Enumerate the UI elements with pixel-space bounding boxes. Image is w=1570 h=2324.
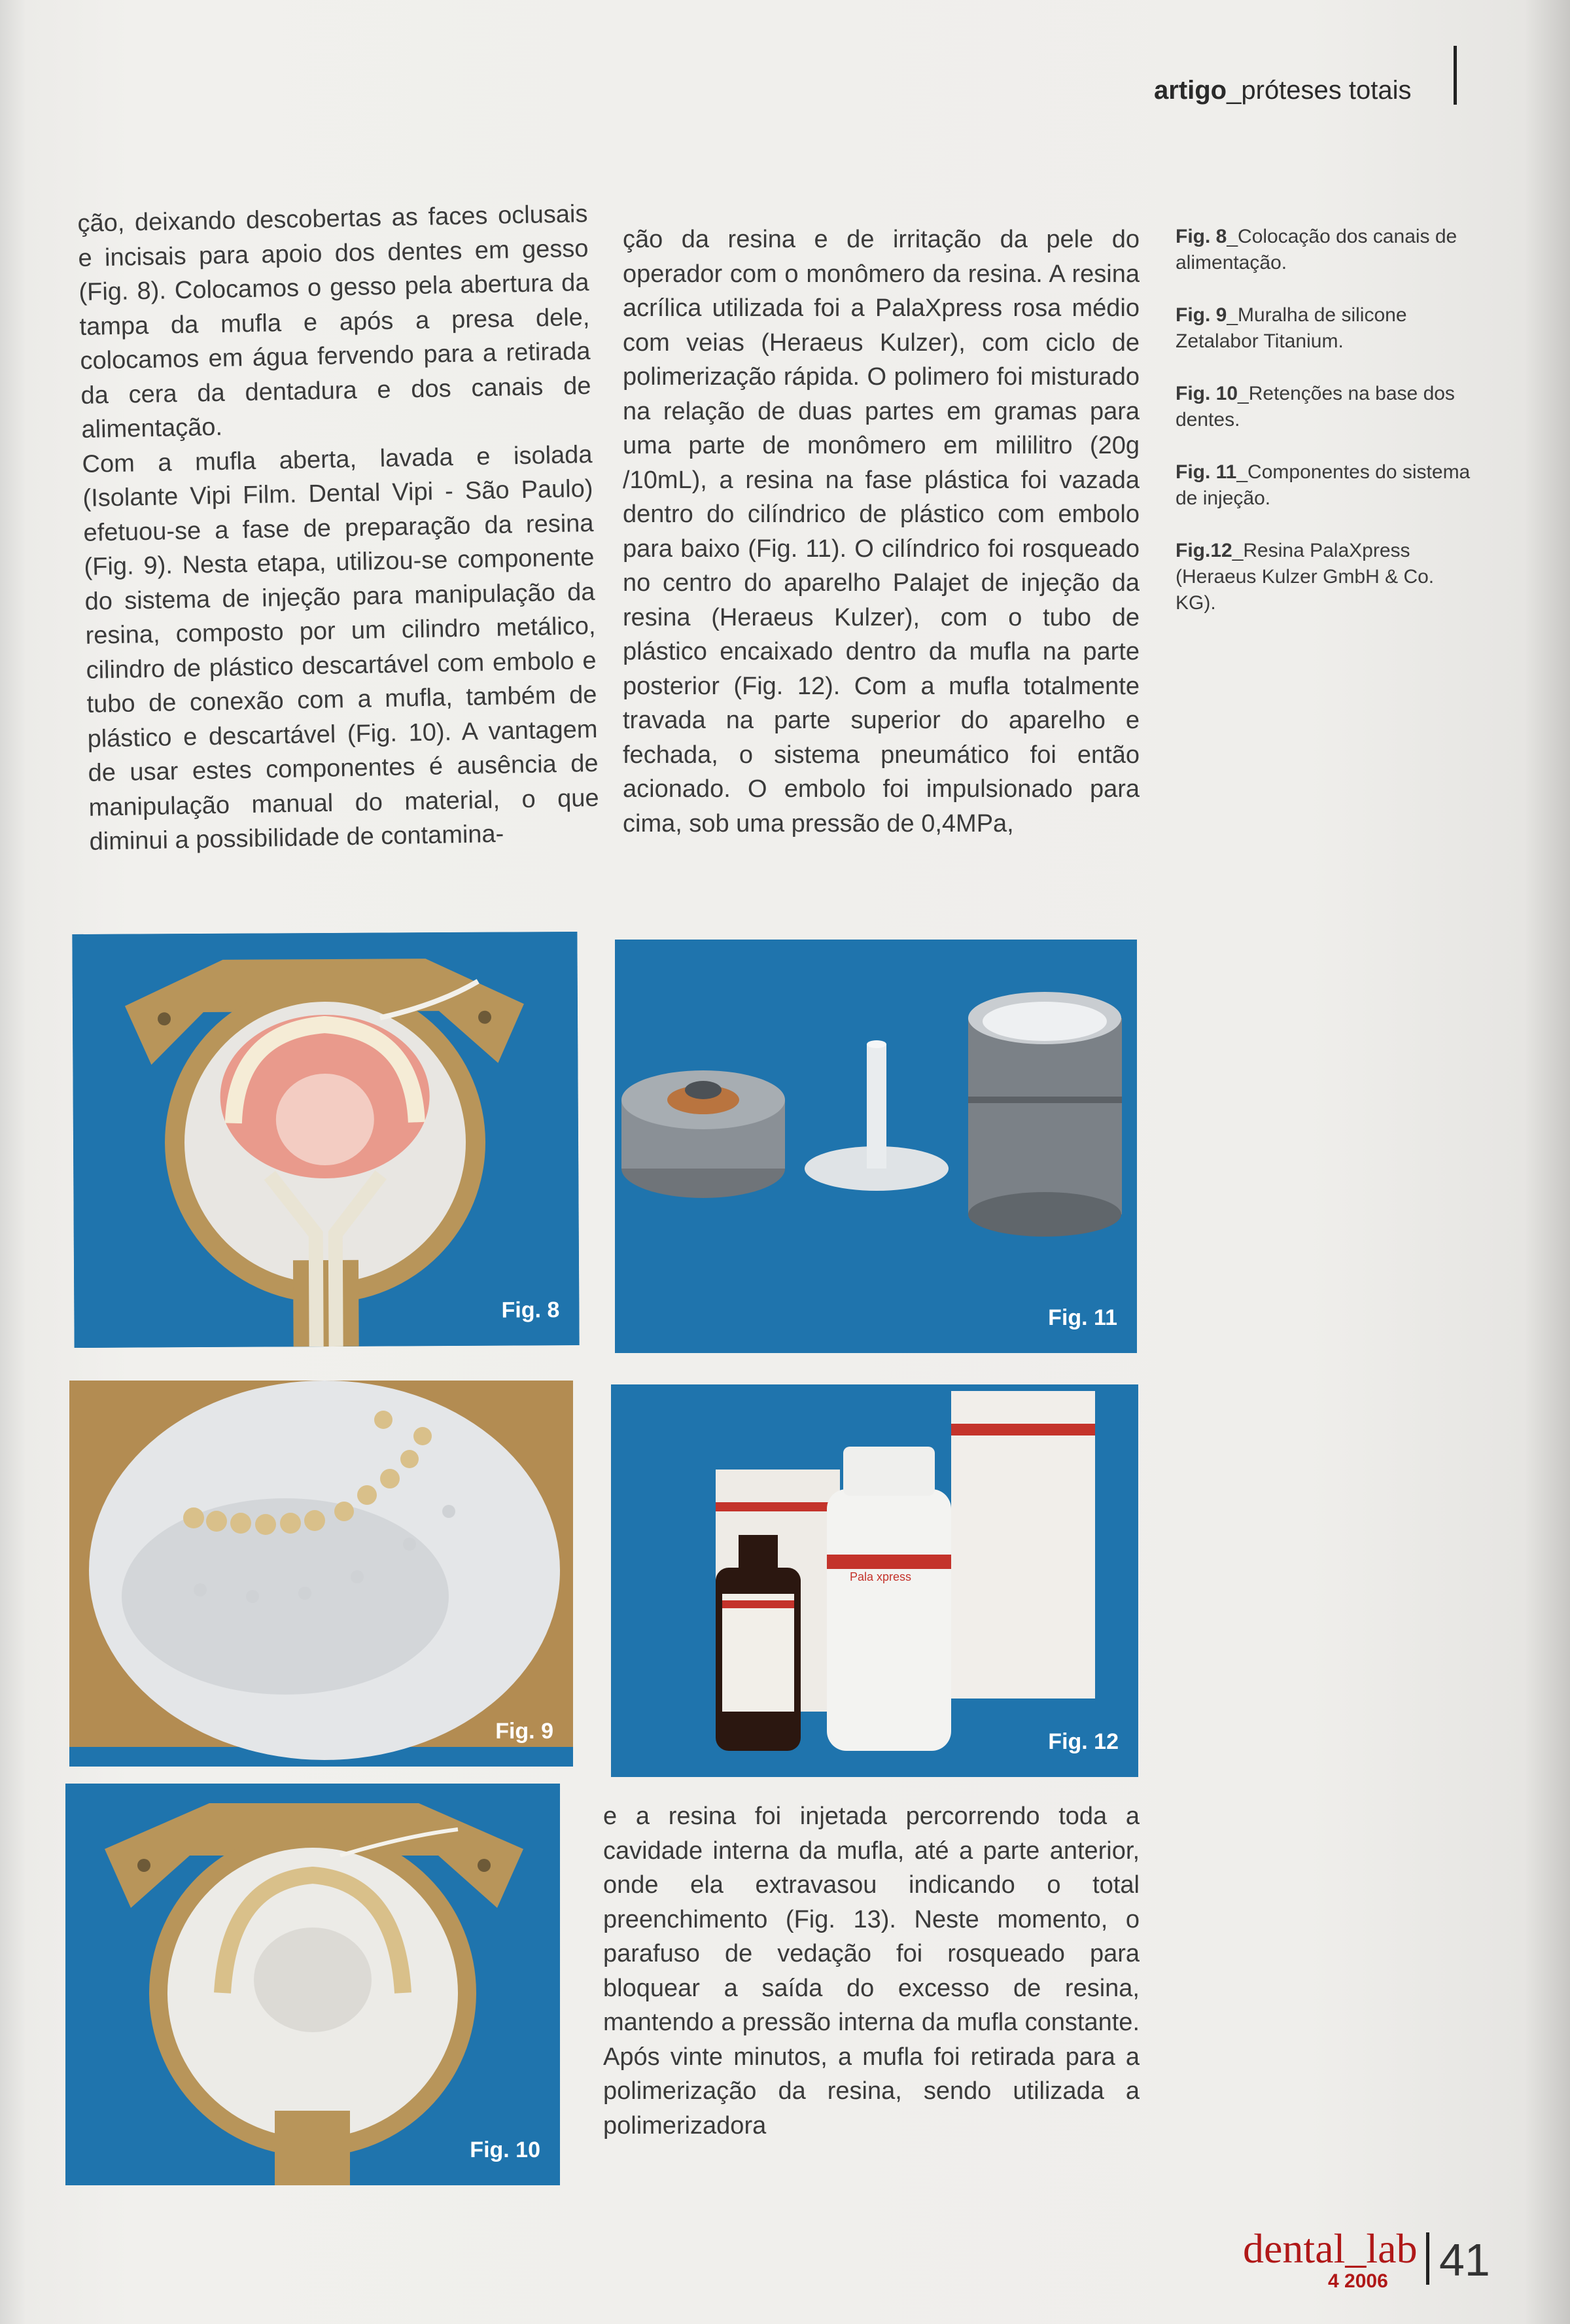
footer-rule (1426, 2232, 1429, 2285)
section-label: artigo (1154, 76, 1227, 105)
figure-11-photo (615, 940, 1137, 1353)
text-column-1 (77, 197, 600, 859)
figure-9-photo (69, 1381, 573, 1767)
caption-text: _Componentes do sistema de injeção. (1176, 461, 1471, 509)
figure-label: Fig. 11 (1048, 1305, 1117, 1330)
caption-text: _Retenções na base dos dentes. (1176, 383, 1455, 431)
caption-fig-8 (1176, 224, 1476, 276)
paragraph: ção, deixando descobertas as faces oclusais e incisais para apoio dos dentes em gesso (Fig. 8). Colocamos o gesso pela abertura da tampa da mufla e após a presa dele, colocamos em água fervendo para a retirada da cera da dentadura e dos canais de alimentação. (77, 200, 591, 444)
caption-text: _Resina PalaXpress (Heraeus Kulzer GmbH & Co. KG). (1176, 540, 1435, 614)
figure-label: Fig. 10 (470, 2138, 540, 2162)
figure-10-photo (65, 1784, 560, 2185)
caption-number: Fig. 8 (1176, 226, 1227, 247)
caption-text: _Muralha de silicone Zetalabor Titanium. (1176, 304, 1407, 352)
injection-components-image (615, 940, 1137, 1353)
section-header (1154, 76, 1412, 105)
magazine-logo: dental_lab (1243, 2225, 1418, 2272)
caption-fig-12 (1176, 538, 1476, 616)
product-label: Pala xpress (850, 1570, 912, 1583)
caption-text: _Colocação dos canais de alimentação. (1176, 226, 1457, 273)
figure-8-photo (72, 932, 579, 1348)
text-column-3 (603, 1799, 1140, 2143)
issue-number: 4 (1328, 2270, 1339, 2292)
caption-number: Fig. 10 (1176, 383, 1238, 404)
figure-captions (1176, 224, 1476, 643)
page-number: 41 (1439, 2234, 1490, 2285)
caption-fig-10 (1176, 381, 1476, 433)
section-topic: _próteses totais (1227, 76, 1412, 105)
paragraph: ção da resina e de irritação da pele do operador com o monômero da resina. A resina acrílica utilizada foi a PalaXpress rosa médio com veias (Heraeus Kulzer), com ciclo de polimerização rápida. O polimero foi misturado na relação de duas partes em gramas para uma parte de monômero em mililitro (20g /10mL), a resina na fase plástica foi vazada dentro do cilíndrico de plástico com embolo para baixo (Fig. 11). O cilíndrico foi rosqueado no centro do aparelho Palajet de injeção da resina (Heraeus Kulzer), com o tubo de plástico encaixado dentro da mufla na parte posterior (Fig. 12). Com a mufla totalmente travada na parte superior do aparelho e fechada, o sistema pneumático foi então acionado. O embolo foi impulsionado para cima, sob uma pressão de 0,4MPa, (623, 226, 1140, 837)
palaxpress-product-image (611, 1384, 1138, 1777)
caption-number: Fig.12 (1176, 540, 1232, 561)
issue-info (1328, 2270, 1388, 2293)
flask-with-denture-image (72, 932, 579, 1348)
caption-number: Fig. 9 (1176, 304, 1227, 326)
figure-label: Fig. 9 (495, 1719, 553, 1744)
paragraph: Com a mufla aberta, lavada e isolada (Isolante Vipi Film. Dental Vipi - São Paulo) efetuou-se a fase de preparação da resina (Fig. 9). Nesta etapa, utilizou-se componente do sistema de injeção para manipulação da resina, composto por um cilindro metálico, cilindro de plástico descartável com embolo e tubo de conexão com a mufla, também de plástico e descartável (Fig. 10). A vantagem de usar estes componentes é ausência de manipulação manual do material, o que diminui a possibilidade de contamina- (82, 440, 599, 856)
paragraph: e a resina foi injetada percorrendo toda a cavidade interna da mufla, até a parte anterior, onde ela extravasou indicando o total preenchimento (Fig. 13). Neste momento, o parafuso de vedação foi rosqueado para bloquear a saída do excesso de resina, mantendo a pressão interna da mufla constante. Após vinte minutos, a mufla foi retirada para a polimerização da resina, sendo utilizada a polimerizadora (603, 1803, 1140, 2139)
teeth-retentions-image (65, 1784, 560, 2185)
figure-label: Fig. 8 (501, 1297, 560, 1323)
silicone-wall-image (69, 1381, 573, 1767)
caption-number: Fig. 11 (1176, 461, 1237, 483)
caption-fig-11 (1176, 459, 1476, 512)
figure-label: Fig. 12 (1048, 1729, 1119, 1754)
text-column-2 (623, 222, 1140, 841)
header-rule (1454, 46, 1457, 105)
figure-12-photo (611, 1384, 1138, 1777)
caption-fig-9 (1176, 302, 1476, 355)
issue-year: 2006 (1344, 2270, 1388, 2292)
